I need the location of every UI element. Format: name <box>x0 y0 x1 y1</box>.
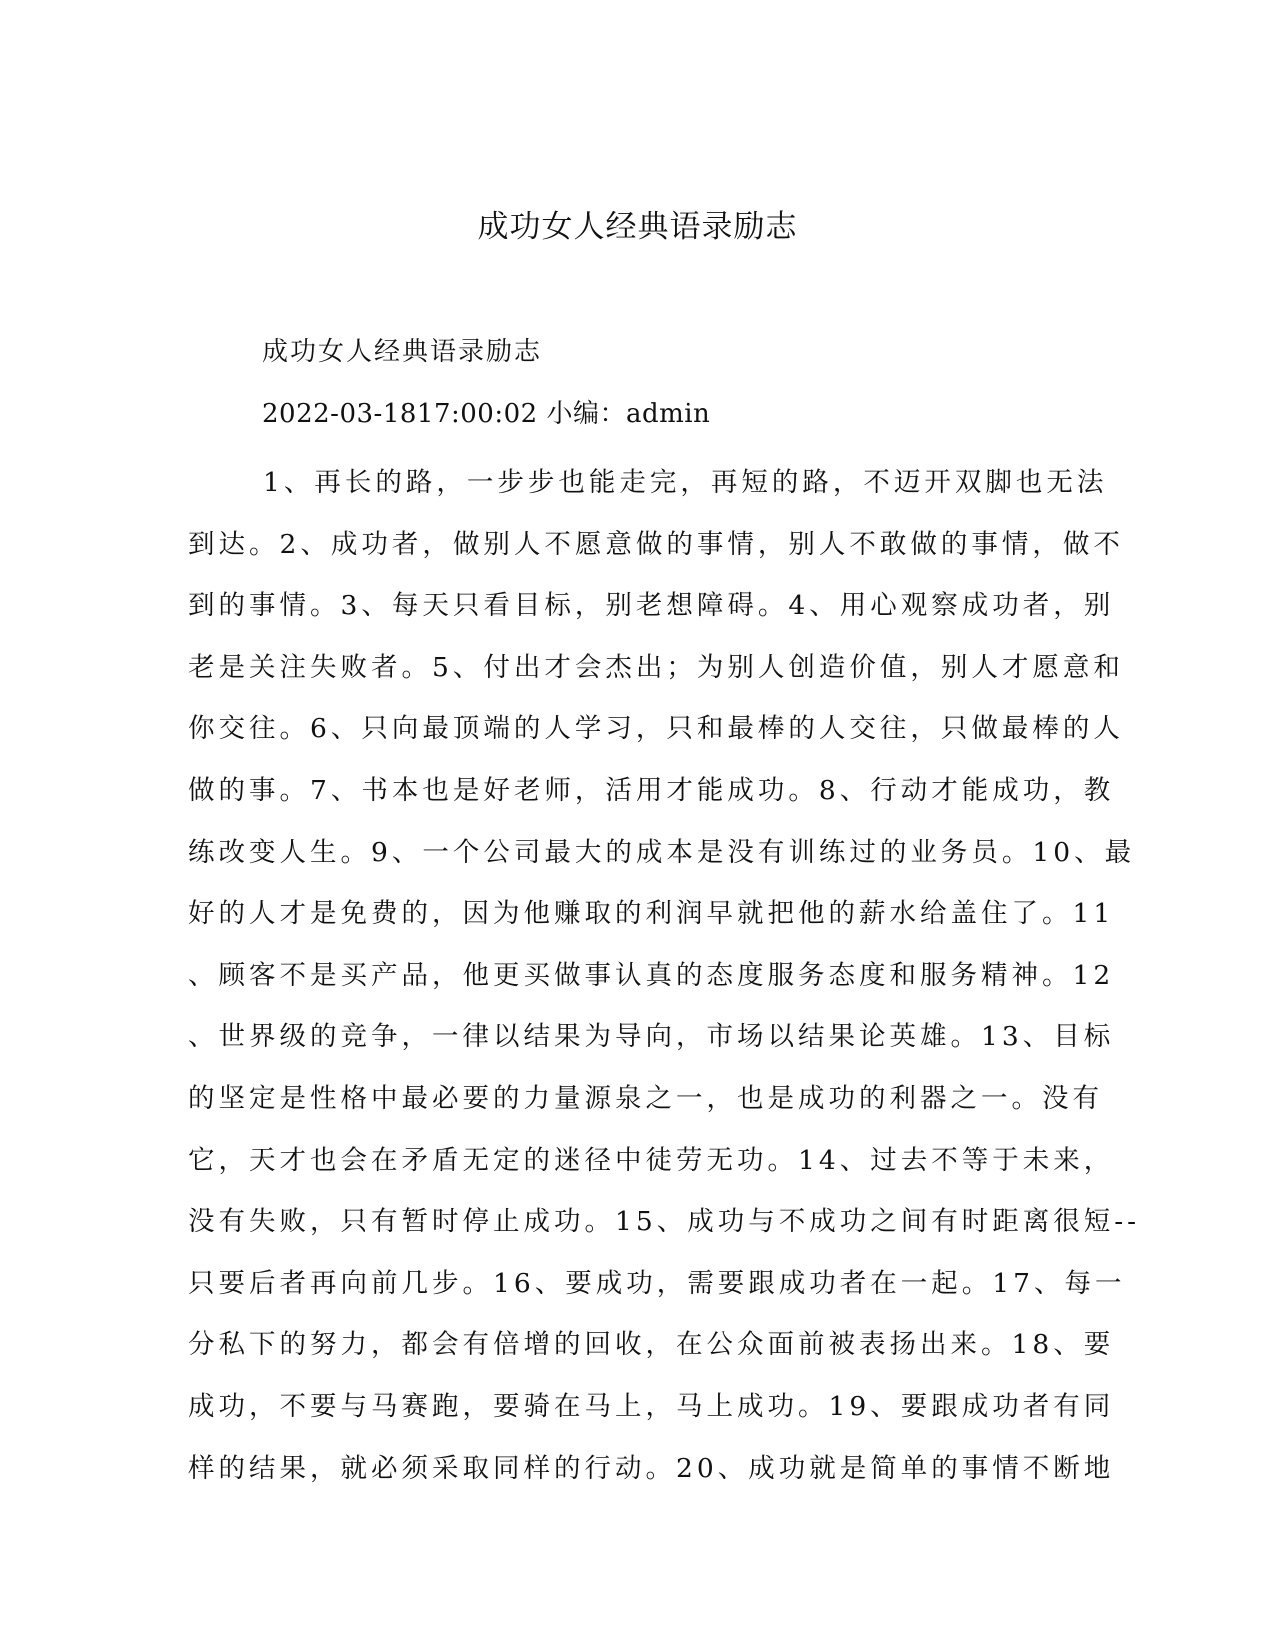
body-line: 、世界级的竞争，一律以结果为导向，市场以结果论英雄。13、目标 <box>188 1021 1115 1053</box>
body-line: 到的事情。3、每天只看目标，别老想障碍。4、用心观察成功者，别 <box>188 590 1115 622</box>
body-line: 练改变人生。9、一个公司最大的成本是没有训练过的业务员。10、最 <box>188 836 1136 868</box>
body-line: 成功，不要与马赛跑，要骑在马上，马上成功。19、要跟成功者有同 <box>188 1390 1115 1422</box>
body-line: 它，天才也会在矛盾无定的迷径中徒劳无功。14、过去不等于未来， <box>188 1144 1115 1176</box>
body-line: 没有失败，只有暂时停止成功。15、成功与不成功之间有时距离很短-- <box>188 1206 1141 1238</box>
body-line: 、顾客不是买产品，他更买做事认真的态度服务态度和服务精神。12 <box>188 959 1115 991</box>
body-line: 做的事。7、书本也是好老师，活用才能成功。8、行动才能成功，教 <box>188 774 1115 806</box>
body-line: 只要后者再向前几步。16、要成功，需要跟成功者在一起。17、每一 <box>188 1267 1126 1299</box>
date-author-line: 2022-03-1817:00:02 小编：admin <box>262 399 711 429</box>
body-line: 1、再长的路，一步步也能走完，再短的路，不迈开双脚也无法 <box>263 467 1108 498</box>
body-line: 样的结果，就必须采取同样的行动。20、成功就是简单的事情不断地 <box>188 1452 1115 1484</box>
document-subtitle: 成功女人经典语录励志 <box>262 337 543 367</box>
body-line: 到达。2、成功者，做别人不愿意做的事情，别人不敢做的事情，做不 <box>188 528 1124 560</box>
body-line: 你交往。6、只向最顶端的人学习，只和最棒的人交往，只做最棒的人 <box>188 713 1124 745</box>
body-paragraph <box>188 452 1141 1499</box>
document-title: 成功女人经典语录励志 <box>477 209 798 245</box>
body-line: 好的人才是免费的，因为他赚取的利润早就把他的薪水给盖住了。11 <box>188 898 1115 930</box>
body-line: 分私下的努力，都会有倍增的回收，在公众面前被表扬出来。18、要 <box>188 1329 1115 1361</box>
body-line: 的坚定是性格中最必要的力量源泉之一，也是成功的利器之一。没有 <box>188 1082 1103 1114</box>
body-line: 老是关注失败者。5、付出才会杰出；为别人创造价值，别人才愿意和 <box>188 651 1124 683</box>
